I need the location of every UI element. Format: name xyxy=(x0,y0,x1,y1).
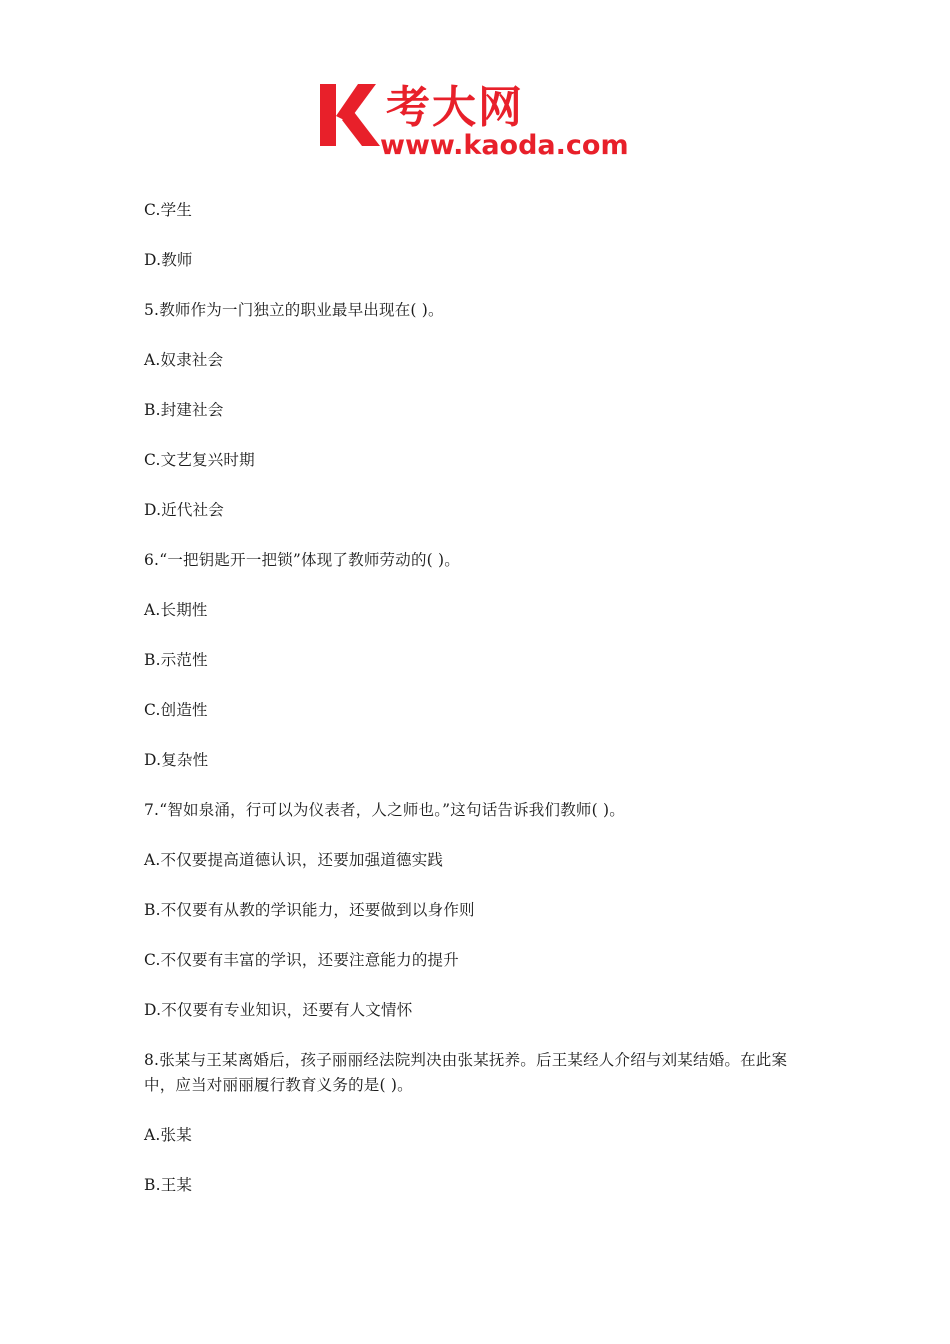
logo-k-mark xyxy=(320,84,380,146)
option-d-teacher: D.教师 xyxy=(144,251,193,269)
q6-option-d: D.复杂性 xyxy=(144,751,209,769)
q7-option-b: B.不仅要有从教的学识能力，还要做到以身作则 xyxy=(144,901,475,919)
q5-option-c: C.文艺复兴时期 xyxy=(144,451,255,469)
q5-option-a: A.奴隶社会 xyxy=(144,351,224,369)
q7-option-c: C.不仅要有丰富的学识，还要注意能力的提升 xyxy=(144,951,459,969)
q6-option-a: A.长期性 xyxy=(144,601,208,619)
option-c-student: C.学生 xyxy=(144,201,193,219)
q8-option-a: A.张某 xyxy=(144,1126,192,1144)
question-8: 8.张某与王某离婚后，孩子丽丽经法院判决由张某抚养。后王某经人介绍与刘某结婚。在此案中，应当对丽丽履行教育义务的是( )。 xyxy=(144,1051,788,1094)
q7-option-d: D.不仅要有专业知识，还要有人文情怀 xyxy=(144,1001,413,1019)
q6-option-b: B.示范性 xyxy=(144,651,208,669)
question-6: 6.“一把钥匙开一把锁”体现了教师劳动的( )。 xyxy=(144,551,460,569)
q5-option-d: D.近代社会 xyxy=(144,501,225,519)
question-7: 7.“智如泉涌，行可以为仪表者，人之师也。”这句话告诉我们教师( )。 xyxy=(144,801,625,819)
q5-option-b: B.封建社会 xyxy=(144,401,224,419)
q6-option-c: C.创造性 xyxy=(144,701,208,719)
logo-graphic xyxy=(318,72,638,162)
question-5: 5.教师作为一门独立的职业最早出现在( )。 xyxy=(144,301,444,319)
kaoda-logo xyxy=(318,72,638,162)
logo-chinese-text: 考大网 xyxy=(386,82,524,133)
question-content xyxy=(144,198,814,1223)
logo-url-text: www.kaoda.com xyxy=(380,130,629,161)
q7-option-a: A.不仅要提高道德认识，还要加强道德实践 xyxy=(144,851,444,869)
q8-option-b: B.王某 xyxy=(144,1176,193,1194)
